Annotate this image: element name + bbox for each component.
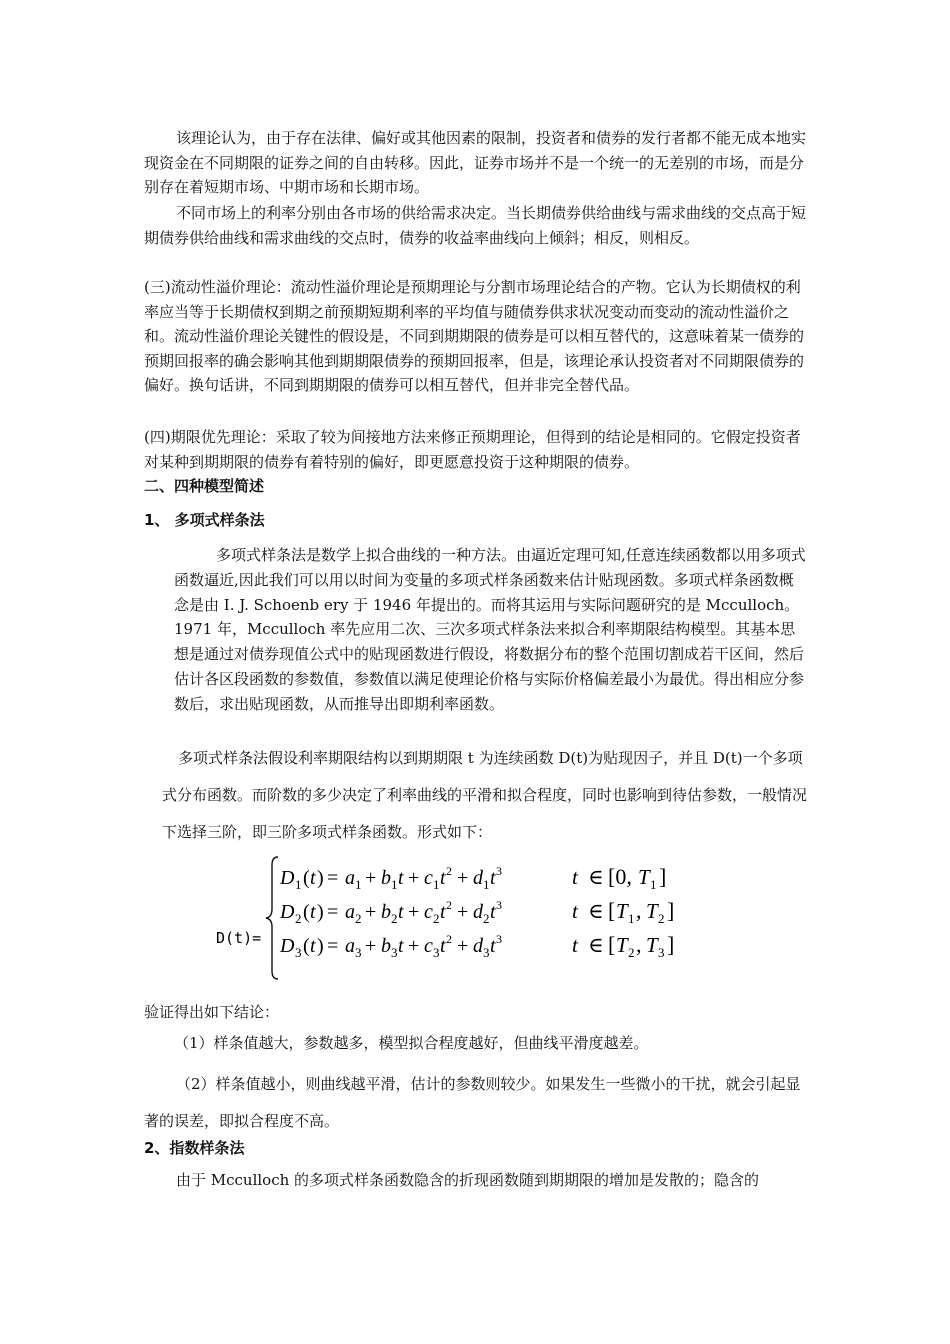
formula-glyph: t [398, 867, 404, 889]
formula-glyph: ( [303, 867, 310, 889]
formula-subscript: 1 [483, 877, 490, 892]
formula-glyph: + [408, 867, 420, 889]
formula-glyph: ( [303, 935, 310, 957]
formula-subscript: 2 [355, 911, 362, 926]
formula-row [279, 898, 674, 926]
formula-glyph: ∈ [588, 933, 604, 957]
formula-subscript: 2 [295, 911, 302, 926]
formula-subscript: 2 [483, 911, 490, 926]
conclusion-item-1: （1）样条值越大，参数越多，模型拟合程度越好，但曲线平滑度越差。 [174, 1034, 649, 1052]
formula-glyph: t [310, 901, 316, 923]
formula-glyph: d [473, 867, 483, 889]
formula-glyph: t [440, 935, 446, 957]
formula-superscript: 2 [446, 898, 452, 912]
formula-glyph: T [646, 899, 658, 923]
formula-glyph: T [616, 899, 628, 923]
formula-glyph: + [365, 901, 377, 923]
formula-function: D [280, 867, 295, 889]
formula-glyph: [ [608, 932, 616, 957]
formula-subscript: 2 [433, 911, 440, 926]
formula-superscript: 3 [496, 932, 502, 946]
formula-subscript: 1 [628, 911, 635, 926]
formula-glyph: ] [667, 898, 675, 923]
formula-glyph: ] [667, 932, 675, 957]
formula-subscript: 1 [433, 877, 440, 892]
formula-glyph: t [490, 935, 496, 957]
formula-subscript: 2 [391, 911, 398, 926]
formula-glyph: t [310, 935, 316, 957]
formula-glyph: c [424, 867, 433, 889]
formula-glyph: + [408, 935, 420, 957]
formula-glyph: + [365, 935, 377, 957]
piecewise-formula [216, 851, 716, 981]
formula-glyph: , [636, 898, 642, 923]
formula-glyph: T [646, 933, 658, 957]
formula-glyph: t [398, 901, 404, 923]
formula-subscript: 3 [483, 945, 490, 960]
formula-glyph: a [345, 867, 355, 889]
paragraph-preferred-habitat-theory: (四)期限优先理论：采取了较为间接地方法来修正预期理论，但得到的结论是相同的。它假定投资者对某种到期期限的债券有着特别的偏好，即更愿意投资于这种期限的债券。 [144, 428, 801, 471]
formula-row [279, 932, 674, 960]
formula-glyph: t [440, 867, 446, 889]
formula-glyph: d [473, 901, 483, 923]
formula-subscript: 3 [355, 945, 362, 960]
formula-glyph: t [310, 867, 316, 889]
formula-glyph: t [490, 901, 496, 923]
formula-glyph: d [473, 935, 483, 957]
formula-glyph: [0, [608, 864, 632, 889]
paragraph-polynomial-spline-assumption: 多项式样条法假设利率期限结构以到期期限 t 为连续函数 D(t)为贴现因子，并且 D(t)一个多项式分布函数。而阶数的多少决定了利率曲线的平滑和拟合程度，同时也影响到待估参数，一般情况下选择三阶，即三阶多项式样条函数。形式如下： [162, 749, 808, 841]
formula-glyph: a [345, 901, 355, 923]
formula-superscript: 2 [446, 932, 452, 946]
formula-glyph: T [638, 865, 650, 889]
formula-lhs: D(t)= [216, 929, 262, 947]
paragraph-segmented-market-theory: 该理论认为，由于存在法律、偏好或其他因素的限制，投资者和债券的发行者都不能无成本地实现资金在不同期限的证券之间的自由转移。因此，证券市场并不是一个统一的无差别的市场，而是分别存在着短期市场、中期市场和长期市场。 [144, 129, 807, 196]
formula-glyph: b [381, 935, 391, 957]
paragraph-exponential-spline-intro: 由于 Mcculloch 的多项式样条函数隐含的折现函数随到期期限的增加是发散的；隐含的 [176, 1171, 760, 1189]
section-heading-four-models: 二、四种模型简述 [144, 477, 265, 495]
formula-glyph: c [424, 935, 433, 957]
formula-subscript: 3 [295, 945, 302, 960]
formula-glyph: [ [608, 898, 616, 923]
formula-subscript: 2 [628, 945, 635, 960]
formula-subscript: 1 [355, 877, 362, 892]
formula-glyph: t [398, 935, 404, 957]
formula-glyph: c [424, 901, 433, 923]
formula-glyph: + [457, 901, 469, 923]
formula-glyph: t [572, 865, 578, 889]
formula-glyph: = [327, 935, 339, 957]
paragraph-market-supply-demand: 不同市场上的利率分别由各市场的供给需求决定。当长期债券供给曲线与需求曲线的交点高于短期债券供给曲线和需求曲线的交点时，债券的收益率曲线向上倾斜；相反，则相反。 [144, 204, 807, 247]
formula-glyph: t [572, 933, 578, 957]
formula-subscript: 1 [650, 877, 657, 892]
formula-function: D [280, 935, 295, 957]
formula-subscript: 2 [658, 911, 665, 926]
formula-glyph: b [381, 901, 391, 923]
formula-glyph: ) [317, 901, 324, 923]
formula-glyph: b [381, 867, 391, 889]
formula-glyph: + [365, 867, 377, 889]
formula-glyph: , [636, 932, 642, 957]
conclusion-item-2: （2）样条值越小，则曲线越平滑，估计的参数则较少。如果发生一些微小的干扰，就会引起显著的误差，即拟合程度不高。 [144, 1075, 801, 1130]
formula-row [279, 864, 666, 892]
formula-glyph: ) [317, 867, 324, 889]
paragraph-polynomial-spline-intro: 多项式样条法是数学上拟合曲线的一种方法。由逼近定理可知,任意连续函数都以用多项式函数逼近,因此我们可以用以时间为变量的多项式样条函数来估计贴现函数。多项式样条函数概念是由 I. J. Schoenb ery 于 1946 年提出的。而将其运用与实际问题研究的是 Mcculloch。1971 年，Mcculloch 率先应用二次、三次多项式样条法来拟合利率期限结构模型。其基本思想是通过对债券现值公式中的贴现函数进行假设，将数据分布的整个范围切割成若干区间，然后估计各区段函数的参数值，参数值以满足使理论价格与实际价格偏差最小为最优。得出相应分参数后，求出贴现函数，从而推导出即期利率函数。 [174, 546, 806, 713]
formula-glyph: T [616, 933, 628, 957]
formula-glyph: + [457, 935, 469, 957]
formula-superscript: 3 [496, 898, 502, 912]
formula-subscript: 1 [391, 877, 398, 892]
formula-superscript: 3 [496, 864, 502, 878]
subsection-heading-polynomial-spline: 1、 多项式样条法 [144, 511, 265, 529]
formula-subscript: 3 [433, 945, 440, 960]
paragraph-liquidity-premium-theory: (三)流动性溢价理论：流动性溢价理论是预期理论与分割市场理论结合的产物。它认为长期债权的利率应当等于长期债权到期之前预期短期利率的平均值与随债券供求状况变动而变动的流动性溢价之和。流动性溢价理论关键性的假设是，不同到期期限的债券是可以相互替代的，这意味着某一债券的预期回报率的确会影响其他到期期限债券的预期回报率，但是，该理论承认投资者对不同期限债券的偏好。换句话讲，不同到期期限的债券可以相互替代，但并非完全替代品。 [144, 278, 805, 394]
formula-superscript: 2 [446, 864, 452, 878]
formula-subscript: 3 [658, 945, 665, 960]
formula-glyph: ] [659, 864, 667, 889]
formula-glyph: t [572, 899, 578, 923]
subsection-heading-exponential-spline: 2、指数样条法 [144, 1139, 245, 1157]
formula-subscript: 1 [295, 877, 302, 892]
formula-glyph: t [490, 867, 496, 889]
formula-function: D [280, 901, 295, 923]
formula-glyph: a [345, 935, 355, 957]
formula-glyph: = [327, 867, 339, 889]
formula-glyph: ( [303, 901, 310, 923]
formula-brace [266, 857, 278, 979]
formula-glyph: t [440, 901, 446, 923]
formula-glyph: + [408, 901, 420, 923]
formula-glyph: = [327, 901, 339, 923]
formula-glyph: ∈ [588, 865, 604, 889]
formula-glyph: ) [317, 935, 324, 957]
formula-glyph: ∈ [588, 899, 604, 923]
paragraph-conclusion-lead: 验证得出如下结论： [144, 1003, 280, 1021]
formula-glyph: + [457, 867, 469, 889]
formula-subscript: 3 [391, 945, 398, 960]
